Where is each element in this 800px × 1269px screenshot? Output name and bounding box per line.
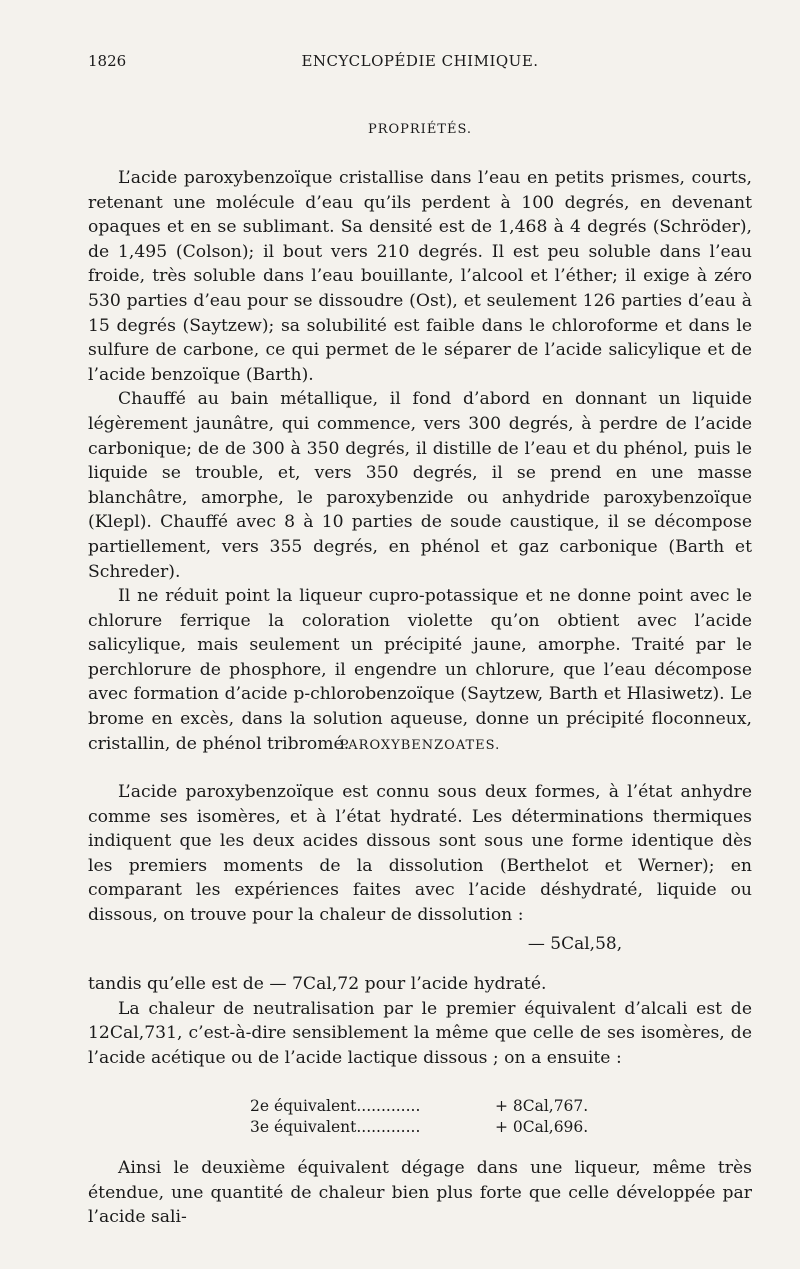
section-body-continued	[88, 972, 752, 1070]
paragraph: Ainsi le deuxième équivalent dégage dans une liqueur, même très étendue, une quantité de chaleur bien plus forte que celle développée par l’acide sali-	[88, 1158, 752, 1228]
section-body-final	[88, 1156, 752, 1230]
formula-dissolution-heat: — 5Cal,58,	[527, 934, 623, 954]
paragraph: tandis qu’elle est de — 7Cal,72 pour l’acide hydraté.	[88, 974, 547, 994]
equivalent-value: + 8Cal,767.	[494, 1097, 589, 1115]
section-title-paroxybenzoates: PAROXYBENZOATES.	[339, 738, 501, 753]
equivalent-label: 3e équivalent.............	[250, 1118, 421, 1136]
equivalent-value: + 0Cal,696.	[494, 1118, 589, 1136]
section-body-proprietes	[88, 166, 752, 756]
section-title-proprietes: PROPRIÉTÉS.	[367, 122, 473, 137]
paragraph: L’acide paroxybenzoïque cristallise dans l’eau en petits prismes, courts, retenant une molécule d’eau qu’ils perdent à 100 degrés, en devenant opaques et en se sublimant. Sa densité est de 1,468 à 4 degrés (Schröder), de 1,495 (Colson); il bout vers 210 degrés. Il est peu soluble dans l’eau froide, très soluble dans l’eau bouillante, l’alcool et l’éther; il exige à zéro 530 parties d’eau pour se dissoudre (Ost), et seulement 126 parties d’eau à 15 degrés (Saytzew); sa solubilité est faible dans le chloroforme et dans le sulfure de carbone, ce qui permet de le séparer de l’acide salicylique et de l’acide benzoïque (Barth).	[88, 168, 752, 385]
equivalent-row	[250, 1096, 588, 1117]
page-number: 1826	[88, 52, 127, 70]
paragraph: Chauffé au bain métallique, il fond d’abord en donnant un liquide légèrement jaunâtre, qui commence, vers 300 degrés, à perdre de l’acide carbonique; de de 300 à 350 degrés, il distille de l’eau et du phénol, puis le liquide se trouble, et, vers 350 degrés, il se prend en une masse blanchâtre, amorphe, le paroxybenzide ou anhydride paroxybenzoïque (Klepl). Chauffé avec 8 à 10 parties de soude caustique, il se décompose partiellement, vers 355 degrés, en phénol et gaz carbonique (Barth et Schreder).	[88, 389, 752, 582]
equivalent-row	[250, 1117, 588, 1138]
running-title: ENCYCLOPÉDIE CHIMIQUE.	[301, 52, 539, 70]
equivalent-label: 2e équivalent.............	[250, 1097, 421, 1115]
paragraph: La chaleur de neutralisation par le premier équivalent d’alcali est de 12Cal,731, c’est-à-dire sensiblement la même que celle de ses isomères, de l’acide acétique ou de l’acide lactique dissous ; on a ensuite :	[88, 998, 752, 1068]
paragraph: Il ne réduit point la liqueur cupro-potassique et ne donne point avec le chlorure ferrique la coloration violette qu’on obtient avec l’acide salicylique, mais seulement un précipité jaune, amorphe. Traité par le perchlorure de phosphore, il engendre un chlorure, que l’eau décompose avec formation d’acide p-chlorobenzoïque (Saytzew, Barth et Hlasiwetz). Le brome en excès, dans la solution aqueuse, donne un précipité floconneux, cristallin, de phénol tribromé.	[88, 586, 752, 754]
section-body-paroxybenzoates	[88, 780, 752, 928]
page-header	[88, 52, 752, 78]
equivalents-table	[250, 1096, 588, 1138]
paragraph: L’acide paroxybenzoïque est connu sous deux formes, à l’état anhydre comme ses isomères, et à l’état hydraté. Les déterminations thermiques indiquent que les deux acides dissous sont sous une forme identique dès les premiers moments de la dissolution (Berthelot et Werner); en comparant les expériences faites avec l’acide déshydraté, liquide ou dissous, on trouve pour la chaleur de dissolution :	[88, 782, 752, 925]
